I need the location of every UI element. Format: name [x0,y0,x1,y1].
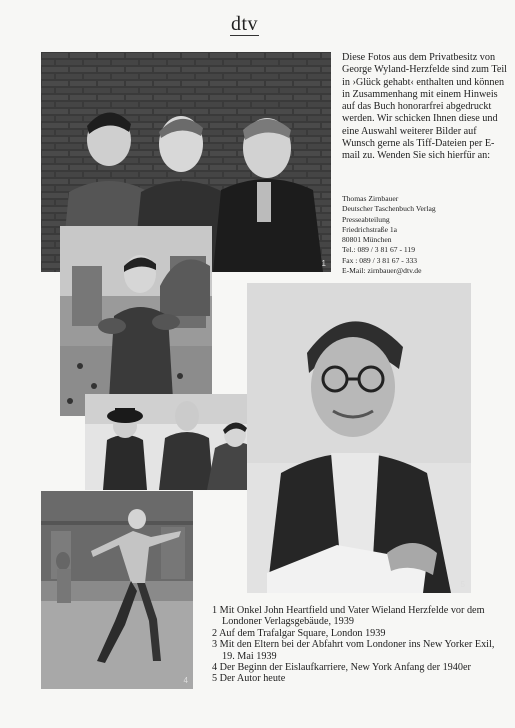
photo-2-trafalgar [60,226,212,416]
photo-4-number: 4 [183,676,188,685]
contact-city: 80801 München [342,235,392,245]
caption-1: 1 Mit Onkel John Heartfield und Vater Wieland Herzfelde vor dem Londoner Verlagsgebäude, 1939 [212,605,485,628]
caption-2: 2 Auf dem Trafalgar Square, London 1939 [212,627,386,639]
contact-company: Deutscher Taschenbuch Verlag [342,204,436,214]
caption-3: 3 Mit den Eltern bei der Abfahrt vom Londoner ins New Yorker Exil, 19. Mai 1939 [212,639,495,662]
contact-fax: Fax : 089 / 3 81 67 - 333 [342,255,418,265]
caption-5: 5 Der Autor heute [212,673,286,685]
contact-street: Friedrichstraße 1a [342,224,398,234]
contact-tel: Tel.: 089 / 3 81 67 - 119 [342,245,416,255]
photo-captions [212,605,507,685]
photo-5-number: 5 [460,580,465,589]
dtv-logo: dtv [231,13,259,35]
contact-name: Thomas Zirnbauer [342,194,399,203]
intro-text: Diese Fotos aus dem Privatbesitz von George Wyland-Herzfelde sind zum Teil in ›Glück gehabt‹ enthalten und können in Zusammenhang mit einem Hinweis auf das Buch honorarfrei abgedruckt werden. Wir schicken Ihnen diese und eine Auswahl weiterer Bilder auf Wunsch gerne als Tiff-Dateien per E-mail zu. Wenden Sie sich hierfür an: [342,52,508,162]
photo-5-author [247,283,471,593]
caption-4: 4 Der Beginn der Eislaufkarriere, New York Anfang der 1940er [212,662,471,674]
photo-1-number: 1 [321,259,326,268]
photo-4-ice-skating [41,491,193,689]
contact-email: E-Mail: zirnbauer@dtv.de [342,266,422,276]
contact-department: Presseabteilung [342,214,390,224]
contact-block [342,194,507,276]
